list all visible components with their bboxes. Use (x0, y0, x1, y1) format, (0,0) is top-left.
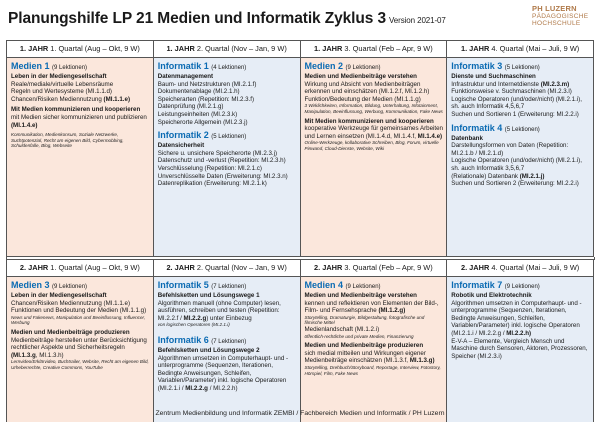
keyword-list (305, 140, 444, 151)
line-text: Mit Medien kommunizieren und kooperieren (304, 117, 434, 125)
page-footer: Zentrum Medienbildung und Informatik ZEMBI / Fachbereich Medien und Informatik / PH Luzern (155, 410, 445, 417)
line-text: von logischen Operatoren (MI.2.1.i) (157, 322, 230, 328)
lesson-count: (7 Lektionen) (211, 284, 247, 290)
line-text: Leistungseinheiten (MI.2.3.k) (157, 110, 238, 118)
line-text: Medien und Medienbeiträge verstehen (304, 292, 417, 299)
line-text: Medien und Medienbeiträge produzieren (304, 342, 424, 350)
competence-line (451, 180, 590, 188)
module-name: Medien 2 (304, 61, 344, 71)
quarter-header (7, 260, 154, 277)
module-title (158, 335, 297, 347)
lesson-count: (9 Lektionen) (504, 284, 540, 290)
media-module (11, 61, 150, 149)
line-text: News und Fakenews, Manipulation und Beeinflussung, Influencer, Werbung (11, 314, 146, 326)
key-competence-code: (MI.1.1.e) (103, 95, 131, 103)
topic-heading (11, 292, 150, 300)
lesson-count: (9 Lektionen) (345, 65, 381, 71)
line-text: Algorithmen umsetzen in Computerhaupt- und -unterprogramme (Sequenzen, Iterationen, Bedingte Anweisungen, Schleifen, Variablen/Parameter) inkl. logische Operatoren (MI.2.1.i / MI.2.2.g / (451, 299, 582, 337)
informatik-module (158, 335, 297, 393)
competence-line (451, 173, 590, 181)
quarter-header-row (7, 260, 594, 277)
key-competence-code: (MI.1.4.e) (11, 121, 38, 129)
line-text: Datenprüfung (MI.2.1.g) (157, 103, 224, 111)
competence-line (158, 355, 297, 393)
logo-line-3: HOCHSCHULE (532, 20, 581, 27)
line-text: Infrastruktur und Internetdienste (451, 80, 541, 88)
quarter-header (154, 260, 301, 277)
module-name: Medien 1 (11, 61, 50, 71)
line-text: Suchen und Sortieren 1 (Erweiterung: MI.2.2.i) (451, 110, 579, 118)
line-text: Online-Werkzeuge, kollaborative Schreiben, Blog, Forum, virtuelle Pinwand, Cloud-Dienste, Website, Wiki (304, 140, 439, 151)
line-text: kennen und reflektieren von Elementen der Bild-, Film- und Fernsehsprache (304, 299, 439, 315)
year-label: 2. JAHR (166, 263, 195, 272)
topic-heading (451, 292, 590, 300)
topic-heading (451, 135, 590, 143)
lesson-count: (5 Lektionen) (211, 134, 247, 141)
logo-line-1: PH LUZERN (532, 4, 577, 13)
year-label: 1. JAHR (314, 44, 343, 53)
module-name: Medien 3 (11, 280, 50, 290)
informatik-module (158, 61, 297, 126)
quarter-header (301, 260, 448, 277)
line-text: kooperative Werkzeuge für gemeinsames Arbeiten und Lernen einsetzen (MI.1.4.d, MI.1.4.f, (304, 125, 443, 140)
line-text: Medien und Medienbeiträge verstehen (304, 73, 417, 80)
module-title (451, 280, 590, 292)
quarter-label: 3. Quartal (Feb – Apr, 9 W) (342, 263, 433, 272)
lesson-count: (9 Lektionen) (52, 284, 88, 290)
year-label: 2. JAHR (314, 263, 343, 272)
module-name: Informatik 6 (157, 334, 209, 345)
content-row (7, 58, 594, 257)
line-text: Darstellungsformen von Daten (Repetition: MI.2.1.b / MI.2.1.d) (451, 142, 569, 157)
ph-luzern-logo (532, 4, 592, 27)
line-text: Speicherarten (Repetition: MI.2.3.f) (157, 95, 255, 103)
quarter-label: 1. Quartal (Aug – Okt, 9 W) (48, 263, 140, 272)
spacer (158, 328, 297, 331)
competence-line (451, 157, 590, 172)
module-name: Medien 4 (304, 280, 344, 290)
quarter-header (7, 41, 154, 58)
competence-line (158, 157, 297, 165)
lesson-count: (9 Lektionen) (345, 284, 381, 290)
lesson-count: (7 Lektionen) (211, 338, 247, 345)
module-title (451, 123, 590, 135)
competence-line (11, 96, 150, 104)
quarter-label: 2. Quartal (Nov – Jan, 9 W) (194, 44, 287, 53)
competence-line (11, 337, 150, 360)
line-text: Verschlüsselung (Repetition: MI.2.1.c) (157, 164, 262, 172)
module-title (11, 61, 150, 73)
lesson-count: (9 Lektionen) (52, 65, 88, 71)
topic-heading (305, 73, 444, 81)
line-text: Speicherorte Allgemein (MI.2.3.j) (157, 118, 248, 126)
page-title (8, 10, 446, 28)
module-title (305, 280, 444, 292)
competence-line (451, 300, 590, 338)
competence-line (451, 96, 590, 111)
lesson-count: (4 Lektionen) (211, 65, 247, 71)
line-text: Robotik und Elektrotechnik (451, 292, 532, 299)
competence-line (158, 150, 297, 158)
line-text: Reale/mediale/virtuelle Lebensräume (11, 80, 114, 88)
line-text: Medienlandschaft (MI.1.2.i) (304, 325, 380, 333)
competence-line (11, 114, 150, 129)
competence-line (451, 81, 590, 89)
keyword-list (11, 359, 150, 370)
quarter-label: 2. Quartal (Nov – Jan, 9 W) (194, 263, 287, 272)
line-text: Lernvideo/Erklärvideo, Buchtrailer, Website, Recht am eigenen Bild, Urheberrechte, Creative Commons, YouTube (11, 359, 149, 370)
line-text: Algorithmen umsetzen in Computerhaupt- und -unterprogramme (Sequenzen, Iterationen, Bedingte Anweisungen, Schleifen, Variablen/Parameter) inkl. logische Operatoren (MI.2.1.i / (157, 354, 289, 392)
competence-line (305, 300, 444, 315)
year-label: 2. JAHR (460, 263, 490, 272)
competence-line (158, 300, 297, 323)
module-title (158, 130, 297, 142)
quarter-cell (7, 58, 154, 257)
key-competence-code: MI.1.3.g) (409, 357, 435, 365)
quarter-header (447, 260, 594, 277)
line-text-after: ) unter Einbezug (206, 314, 252, 322)
version-label: Version 2021-07 (388, 16, 446, 25)
topic-heading (158, 73, 297, 81)
line-text: Suchen und Sortieren 2 (Erweiterung: MI.2.2.i) (451, 180, 579, 188)
quarter-header-row (7, 41, 594, 58)
competence-line (158, 173, 297, 181)
module-title (305, 61, 444, 73)
lesson-count: (5 Lektionen) (504, 65, 540, 71)
topic-heading (158, 142, 297, 150)
competence-line (158, 81, 297, 89)
line-text: Datensicherheit (157, 142, 205, 150)
quarter-header (301, 41, 448, 58)
line-text: Funktionsweise v. Suchmaschinen (MI.2.3.l) (451, 88, 572, 96)
topic-heading (11, 106, 150, 114)
year-label: 1. JAHR (166, 44, 195, 53)
competence-line (305, 326, 444, 334)
keyword-list (305, 365, 444, 376)
module-name: Informatik 3 (451, 61, 503, 71)
quarter-cell (447, 58, 594, 257)
competence-line (158, 111, 297, 119)
module-name: Informatik 7 (451, 280, 503, 290)
line-text: Chancen/Risiken Mediennutzung (MI.1.1.e) (11, 299, 131, 307)
competence-line (158, 165, 297, 173)
module-name: Informatik 2 (157, 130, 209, 141)
topic-heading (158, 292, 297, 300)
key-competence-code: (MI.1.3.g (11, 351, 36, 359)
competence-line (11, 300, 150, 308)
media-module (305, 280, 444, 376)
line-text-after: , MI.1.3.h) (35, 351, 64, 359)
line-text: Algorithmen manuell (ohne Computer) lesen, ausführen, schreiben und testen (Repetition: MI.2.2.f / (157, 299, 281, 322)
line-text: sich medial mitteilen und Wirkungen eigener Medienbeiträge einschätzen (MI.1.3.f, (304, 349, 426, 365)
competence-line (158, 88, 297, 96)
key-competence-code: MI.2.2.g (183, 314, 207, 322)
competence-line (305, 350, 444, 365)
quarter-header (447, 41, 594, 58)
key-competence-code: MI.2.2.g (185, 384, 208, 392)
line-text: Sichere u. unsichere Speicherorte (MI.2.3.j) (157, 149, 278, 157)
line-text: Datenschutz und -verlust (Repetition: MI.2.3.h) (157, 157, 286, 165)
line-text: Unverschlüsselte Daten (Erweiterung: MI.2.3.n) (157, 172, 288, 180)
topic-heading (305, 292, 444, 300)
line-text: Datenreplikation (Erweiterung: MI.2.1.k) (157, 180, 267, 188)
line-text: Storytelling, Drehbuch/Storyboard, Reportage, Interview, Fotostory, Hörspiel, Film, Fake News (304, 364, 441, 376)
quarter-header (154, 41, 301, 58)
line-text: Datenbank (451, 134, 483, 142)
competence-line (158, 103, 297, 111)
line-text: Dienste und Suchmaschinen (451, 73, 536, 80)
quarter-label: 1. Quartal (Aug – Okt, 9 W) (48, 44, 140, 53)
year-label: 1. JAHR (19, 44, 49, 53)
competence-line (451, 88, 590, 96)
quarter-label: 3. Quartal (Feb – Apr, 9 W) (342, 44, 433, 53)
module-title (11, 280, 150, 292)
competence-line (451, 111, 590, 119)
informatik-module (451, 61, 590, 119)
line-text: Leben in der Mediengesellschaft (11, 73, 107, 80)
competence-line (305, 81, 444, 96)
competence-line (451, 338, 590, 361)
module-title (451, 61, 590, 73)
key-competence-code: MI.2.2.h) (506, 329, 532, 337)
quarter-cell (301, 277, 448, 422)
line-text: Leben in der Mediengesellschaft (11, 292, 107, 299)
keyword-list (11, 132, 150, 149)
topic-heading (305, 342, 444, 350)
line-text: Medienbeiträge herstellen unter Berücksichtigung rechtlicher Aspekte und Sicherheitsregeln (11, 336, 147, 352)
line-text: öffentlich-rechtliche und private Medien, Finanzierung (304, 333, 414, 339)
competence-line (158, 96, 297, 104)
quarter-label: 4. Quartal (Mai – Juli, 9 W) (489, 44, 580, 53)
key-competence-code: (MI.2.3.m) (540, 80, 570, 88)
media-module (305, 61, 444, 152)
quarter-cell (154, 277, 301, 422)
line-text: 3 Wirklichkeiten, Information, Bildung, Unterhaltung, Infotainment, Manipulation, Beeinflussung, Werbung, Kommunikation, Fake News (304, 103, 443, 114)
line-text: Medien und Medienbeiträge produzieren (11, 328, 130, 336)
media-module (11, 280, 150, 371)
title-text: Planungshilfe LP 21 Medien und Informatik Zyklus 3 (8, 10, 386, 27)
line-text: mit Medien sicher kommunizieren und publizieren (11, 113, 147, 121)
line-text: E-V-A – Elemente, Vergleich Mensch und Maschine durch Sensoren, Aktoren, Prozessoren, Speicher (MI.2.3.i) (451, 337, 588, 360)
topic-heading (11, 329, 150, 337)
year-label: 2. JAHR (19, 263, 49, 272)
key-competence-code: (MI.2.1.j) (519, 172, 545, 180)
competence-line (11, 88, 150, 96)
keyword-list (305, 103, 444, 114)
informatik-module (158, 130, 297, 188)
line-text: Baum- und Netzstrukturen (MI.2.1.f) (157, 80, 257, 88)
competence-line (158, 119, 297, 127)
module-title (158, 280, 297, 292)
informatik-module (451, 280, 590, 360)
competence-line (305, 96, 444, 104)
competence-line (11, 81, 150, 89)
line-text: (Relationale) Datenbank (451, 172, 520, 180)
quarter-cell (301, 58, 448, 257)
line-text: Chancen/Risiken Mediennutzung (11, 95, 104, 103)
topic-heading (158, 347, 297, 355)
module-title (158, 61, 297, 73)
quarter-cell (7, 277, 154, 422)
module-name: Informatik 4 (451, 122, 503, 133)
line-text: Befehlsketten und Lösungswege 2 (157, 346, 260, 354)
line-text: Befehlsketten und Lösungswege 1 (157, 292, 260, 299)
topic-heading (451, 73, 590, 81)
quarter-cell (154, 58, 301, 257)
competence-line (305, 125, 444, 140)
line-text-after: / MI.2.2.h) (207, 384, 238, 392)
line-text: Wirkung und Absicht von Medienbeiträgen erkennen und einschätzen (MI.1.2.f, MI.1.2.h) (304, 80, 430, 96)
competence-line (11, 307, 150, 315)
quarter-label: 4. Quartal (Mai – Juli, 9 W) (489, 263, 580, 272)
topic-heading (11, 73, 150, 81)
quarter-cell (447, 277, 594, 422)
content-row (7, 277, 594, 422)
keyword-list (305, 315, 444, 326)
competence-line (451, 142, 590, 157)
line-text: Datenmanagement (157, 73, 214, 80)
topic-heading (305, 118, 444, 126)
line-text: Storytelling, Dramaturgie, Bildgestaltung, fotografische und filmische Mittel (304, 314, 425, 326)
key-competence-code: (MI.1.2.g) (378, 307, 406, 315)
competence-line (158, 180, 297, 188)
line-text: Regeln und Wertesysteme (MI.1.1.d) (11, 88, 112, 96)
year-label: 1. JAHR (460, 44, 490, 53)
lesson-count: (5 Lektionen) (504, 126, 540, 133)
keyword-list (11, 315, 150, 326)
planning-grid (6, 40, 594, 422)
module-name: Informatik 5 (157, 280, 209, 290)
logo-line-2: PÄDAGOGISCHE (532, 13, 589, 20)
line-text: Logische Operatoren (und/oder/nicht) (MI.2.1.i), sh. auch Informatik 3,5,6,7 (451, 157, 582, 172)
module-name: Informatik 1 (157, 61, 209, 71)
line-text: Funktion/Bedeutung der Medien (MI.1.1.g) (304, 95, 421, 103)
line-text: Mit Medien kommunizieren und kooperieren (11, 106, 141, 114)
informatik-module (158, 280, 297, 331)
line-text: Kommunikation, Medienkonsum, Soziale Netzwerke, Suchtpotenzial, Recht am eigenen Bild, Cybermobbing, Schuldenfalle, Blog, Webseite (11, 132, 124, 149)
line-text: Logische Operatoren (und/oder/nicht) (MI.2.1.i), sh. auch Informatik 4,5,6,7 (451, 95, 582, 111)
line-text: Dokumentenablage (MI.2.1.h) (157, 88, 240, 96)
informatik-module (451, 123, 590, 188)
key-competence-code: MI.1.4.e) (417, 132, 443, 140)
page-header (6, 4, 594, 34)
line-text: Funktionen und Bedeutung der Medien (MI.1.1.g) (11, 307, 147, 315)
